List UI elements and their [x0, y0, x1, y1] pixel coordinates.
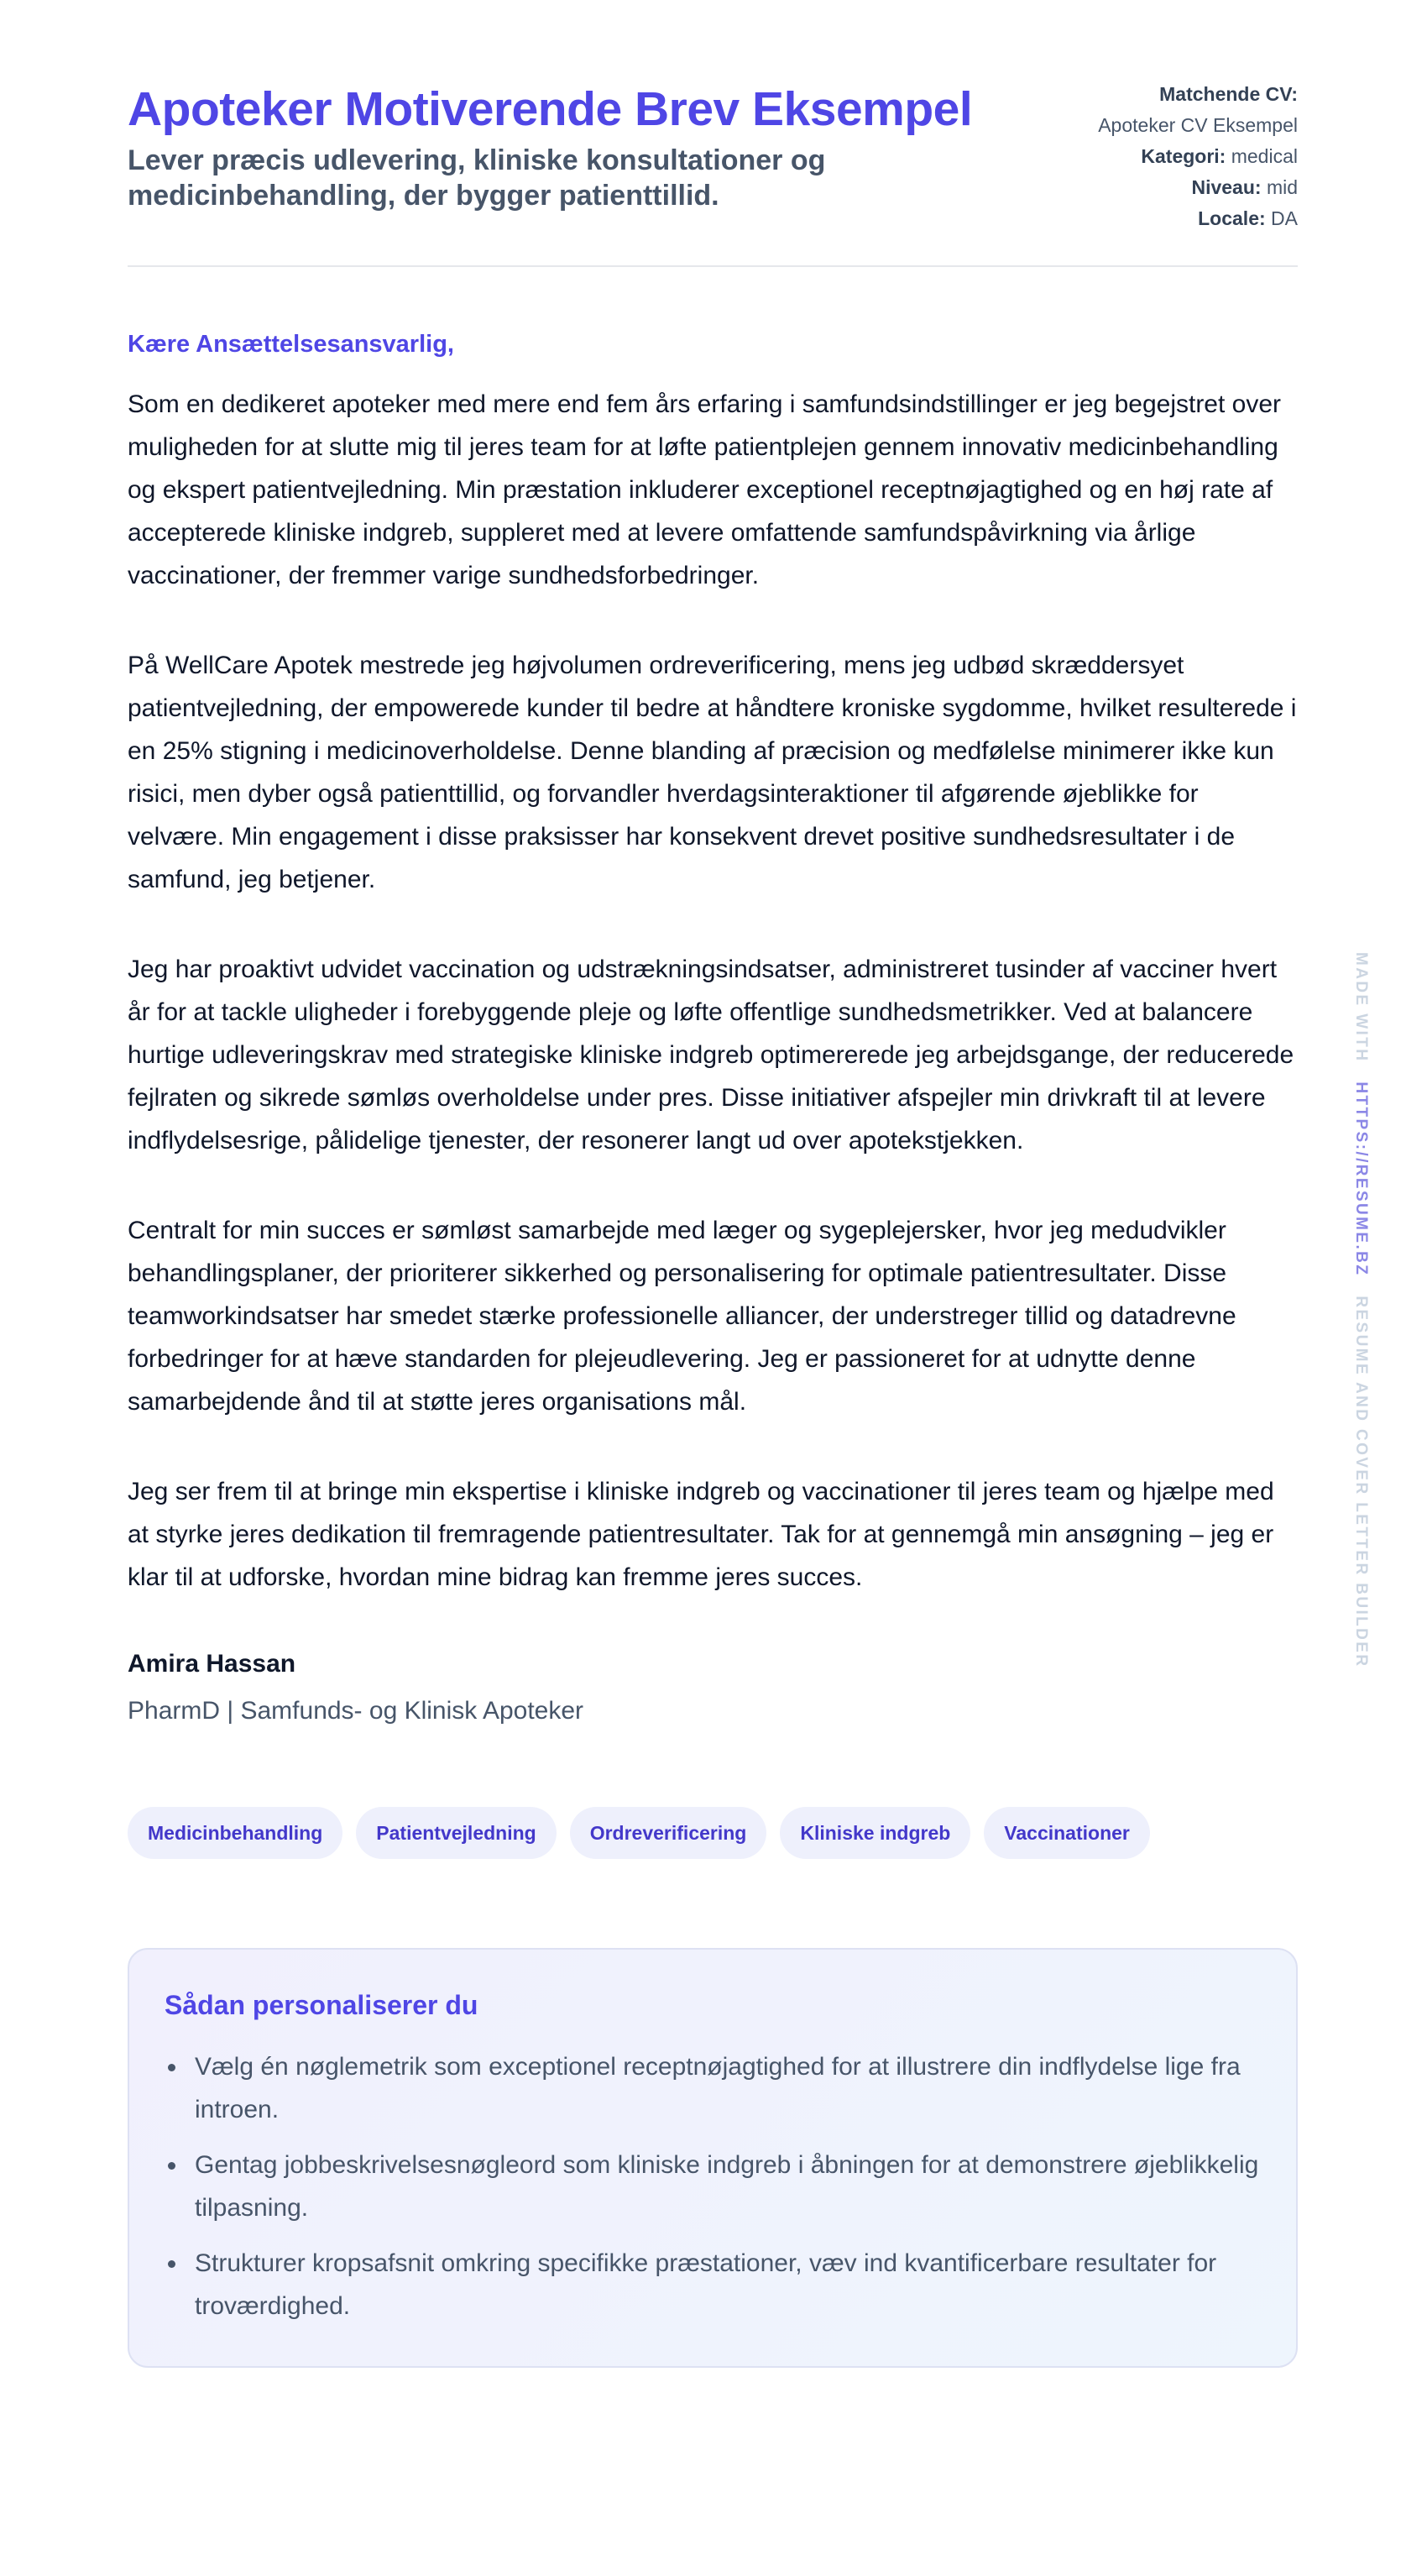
skill-tag[interactable]: Medicinbehandling [128, 1807, 342, 1859]
skill-tag[interactable]: Kliniske indgreb [780, 1807, 970, 1859]
meta-category-label: Kategori: [1141, 145, 1226, 167]
meta-category-row [1098, 141, 1298, 172]
skill-tag[interactable]: Ordreverificering [570, 1807, 767, 1859]
signature-title: PharmD | Samfunds- og Klinisk Apoteker [128, 1697, 584, 1725]
meta-cv-label-row [1098, 79, 1298, 110]
page-subtitle: Lever præcis udlevering, kliniske konsultationer og medicinbehandling, der bygger patienttillid. [128, 144, 826, 212]
watermark-prefix: MADE WITH [1352, 952, 1370, 1063]
meta-category-value: medical [1231, 145, 1298, 167]
cover-letter-page [128, 77, 1298, 2368]
letter-greeting: Kære Ansættelsesansvarlig, [128, 331, 454, 358]
letter-paragraph-4: Centralt for min succes er sømløst samarbejde med læger og sygeplejersker, hvor jeg medudvikler behandlingsplaner, der prioriterer sikkerhed og personalisering for optimale patientresultater. Disse teamworkindsatser har smedet stærke professionelle alliancer, der understreger tillid og datadrevne forbedringer for at hæve standarden for plejeudlevering. Jeg er passioneret for at udnytte denne samarbejdende ånd til at støtte jeres organisations mål. [128, 1217, 1236, 1416]
tip-item: Gentag jobbeskrivelsesnøgleord som kliniske indgreb i åbningen for at demonstrere øjeblikkelig tilpasning. [165, 2144, 1261, 2229]
meta-level-label: Niveau: [1191, 176, 1262, 198]
meta-cv-label: Matchende CV: [1159, 83, 1298, 105]
vertical-watermark [1346, 952, 1379, 1668]
watermark-text [1351, 952, 1371, 1668]
meta-panel [1098, 79, 1298, 234]
letter-paragraph-5: Jeg ser frem til at bringe min ekspertise i kliniske indgreb og vaccinationer til jeres team og hjælpe med at styrke jeres dedikation til fremragende patientresultater. Tak for at gennemgå min ansøgning – jeg er klar til at udforske, hvordan mine bidrag kan fremme jeres succes. [128, 1478, 1274, 1591]
meta-locale-label: Locale: [1198, 207, 1266, 229]
watermark-link[interactable]: HTTPS://RESUME.BZ [1352, 1081, 1370, 1277]
meta-locale-value: DA [1271, 207, 1298, 229]
skill-tag[interactable]: Vaccinationer [984, 1807, 1150, 1859]
letter-body [128, 383, 1298, 1599]
page-title: Apoteker Motiverende Brev Eksempel [128, 82, 973, 136]
watermark-suffix: RESUME AND COVER LETTER BUILDER [1352, 1296, 1370, 1668]
letter-paragraph-1: Som en dedikeret apoteker med mere end fem års erfaring i samfundsindstillinger er jeg begejstret over muligheden for at slutte mig til jeres team for at løfte patientplejen gennem innovativ medicinbehandling og ekspert patientvejledning. Min præstation inkluderer exceptionel receptnøjagtighed og en høj rate af accepterede kliniske indgreb, suppleret med at levere omfattende samfundspåvirkning via årlige vaccinationer, der fremmer varige sundhedsforbedringer. [128, 390, 1282, 589]
document-header [128, 77, 1298, 267]
skill-tag[interactable]: Patientvejledning [356, 1807, 556, 1859]
tip-item: Vælg én nøglemetrik som exceptionel receptnøjagtighed for at illustrere din indflydelse lige fra introen. [165, 2045, 1261, 2131]
tip-item: Strukturer kropsafsnit omkring specifikke præstationer, væv ind kvantificerbare resultater for troværdighed. [165, 2242, 1261, 2327]
meta-cv-value[interactable]: Apoteker CV Eksempel [1098, 114, 1298, 136]
tips-title: Sådan personaliserer du [165, 1990, 478, 2020]
skill-tags [128, 1807, 1298, 1859]
personalization-tips-box [128, 1948, 1298, 2368]
letter-paragraph-2: På WellCare Apotek mestrede jeg højvolumen ordreverificering, mens jeg udbød skræddersyet patientvejledning, der empowerede kunder til bedre at håndtere kroniske sygdomme, hvilket resulterede i en 25% stigning i medicinoverholdelse. Denne blanding af præcision og medfølelse minimerer ikke kun risici, men dyber også patienttillid, og forvandler hverdagsinteraktioner til afgørende øjeblikke for velvære. Min engagement i disse praksisser har konsekvent drevet positive sundhedsresultater i de samfund, jeg betjener. [128, 652, 1297, 893]
letter-paragraph-3: Jeg har proaktivt udvidet vaccination og udstrækningsindsatser, administreret tusinder af vacciner hvert år for at tackle uligheder i forebyggende pleje og løfte offentlige sundhedsmetrikker. Ved at balancere hurtige udleveringskrav med strategiske kliniske indgreb optimererede jeg arbejdsgange, der reducerede fejlraten og sikrede sømløs overholdelse under pres. Disse initiativer afspejler min drivkraft til at levere indflydelsesrige, pålidelige tjenester, der resonerer langt ud over apotekstjekken. [128, 956, 1294, 1154]
meta-locale-row [1098, 203, 1298, 234]
meta-level-value: mid [1266, 176, 1298, 198]
signature-name: Amira Hassan [128, 1650, 296, 1678]
tips-list [165, 2045, 1261, 2327]
meta-level-row [1098, 172, 1298, 203]
